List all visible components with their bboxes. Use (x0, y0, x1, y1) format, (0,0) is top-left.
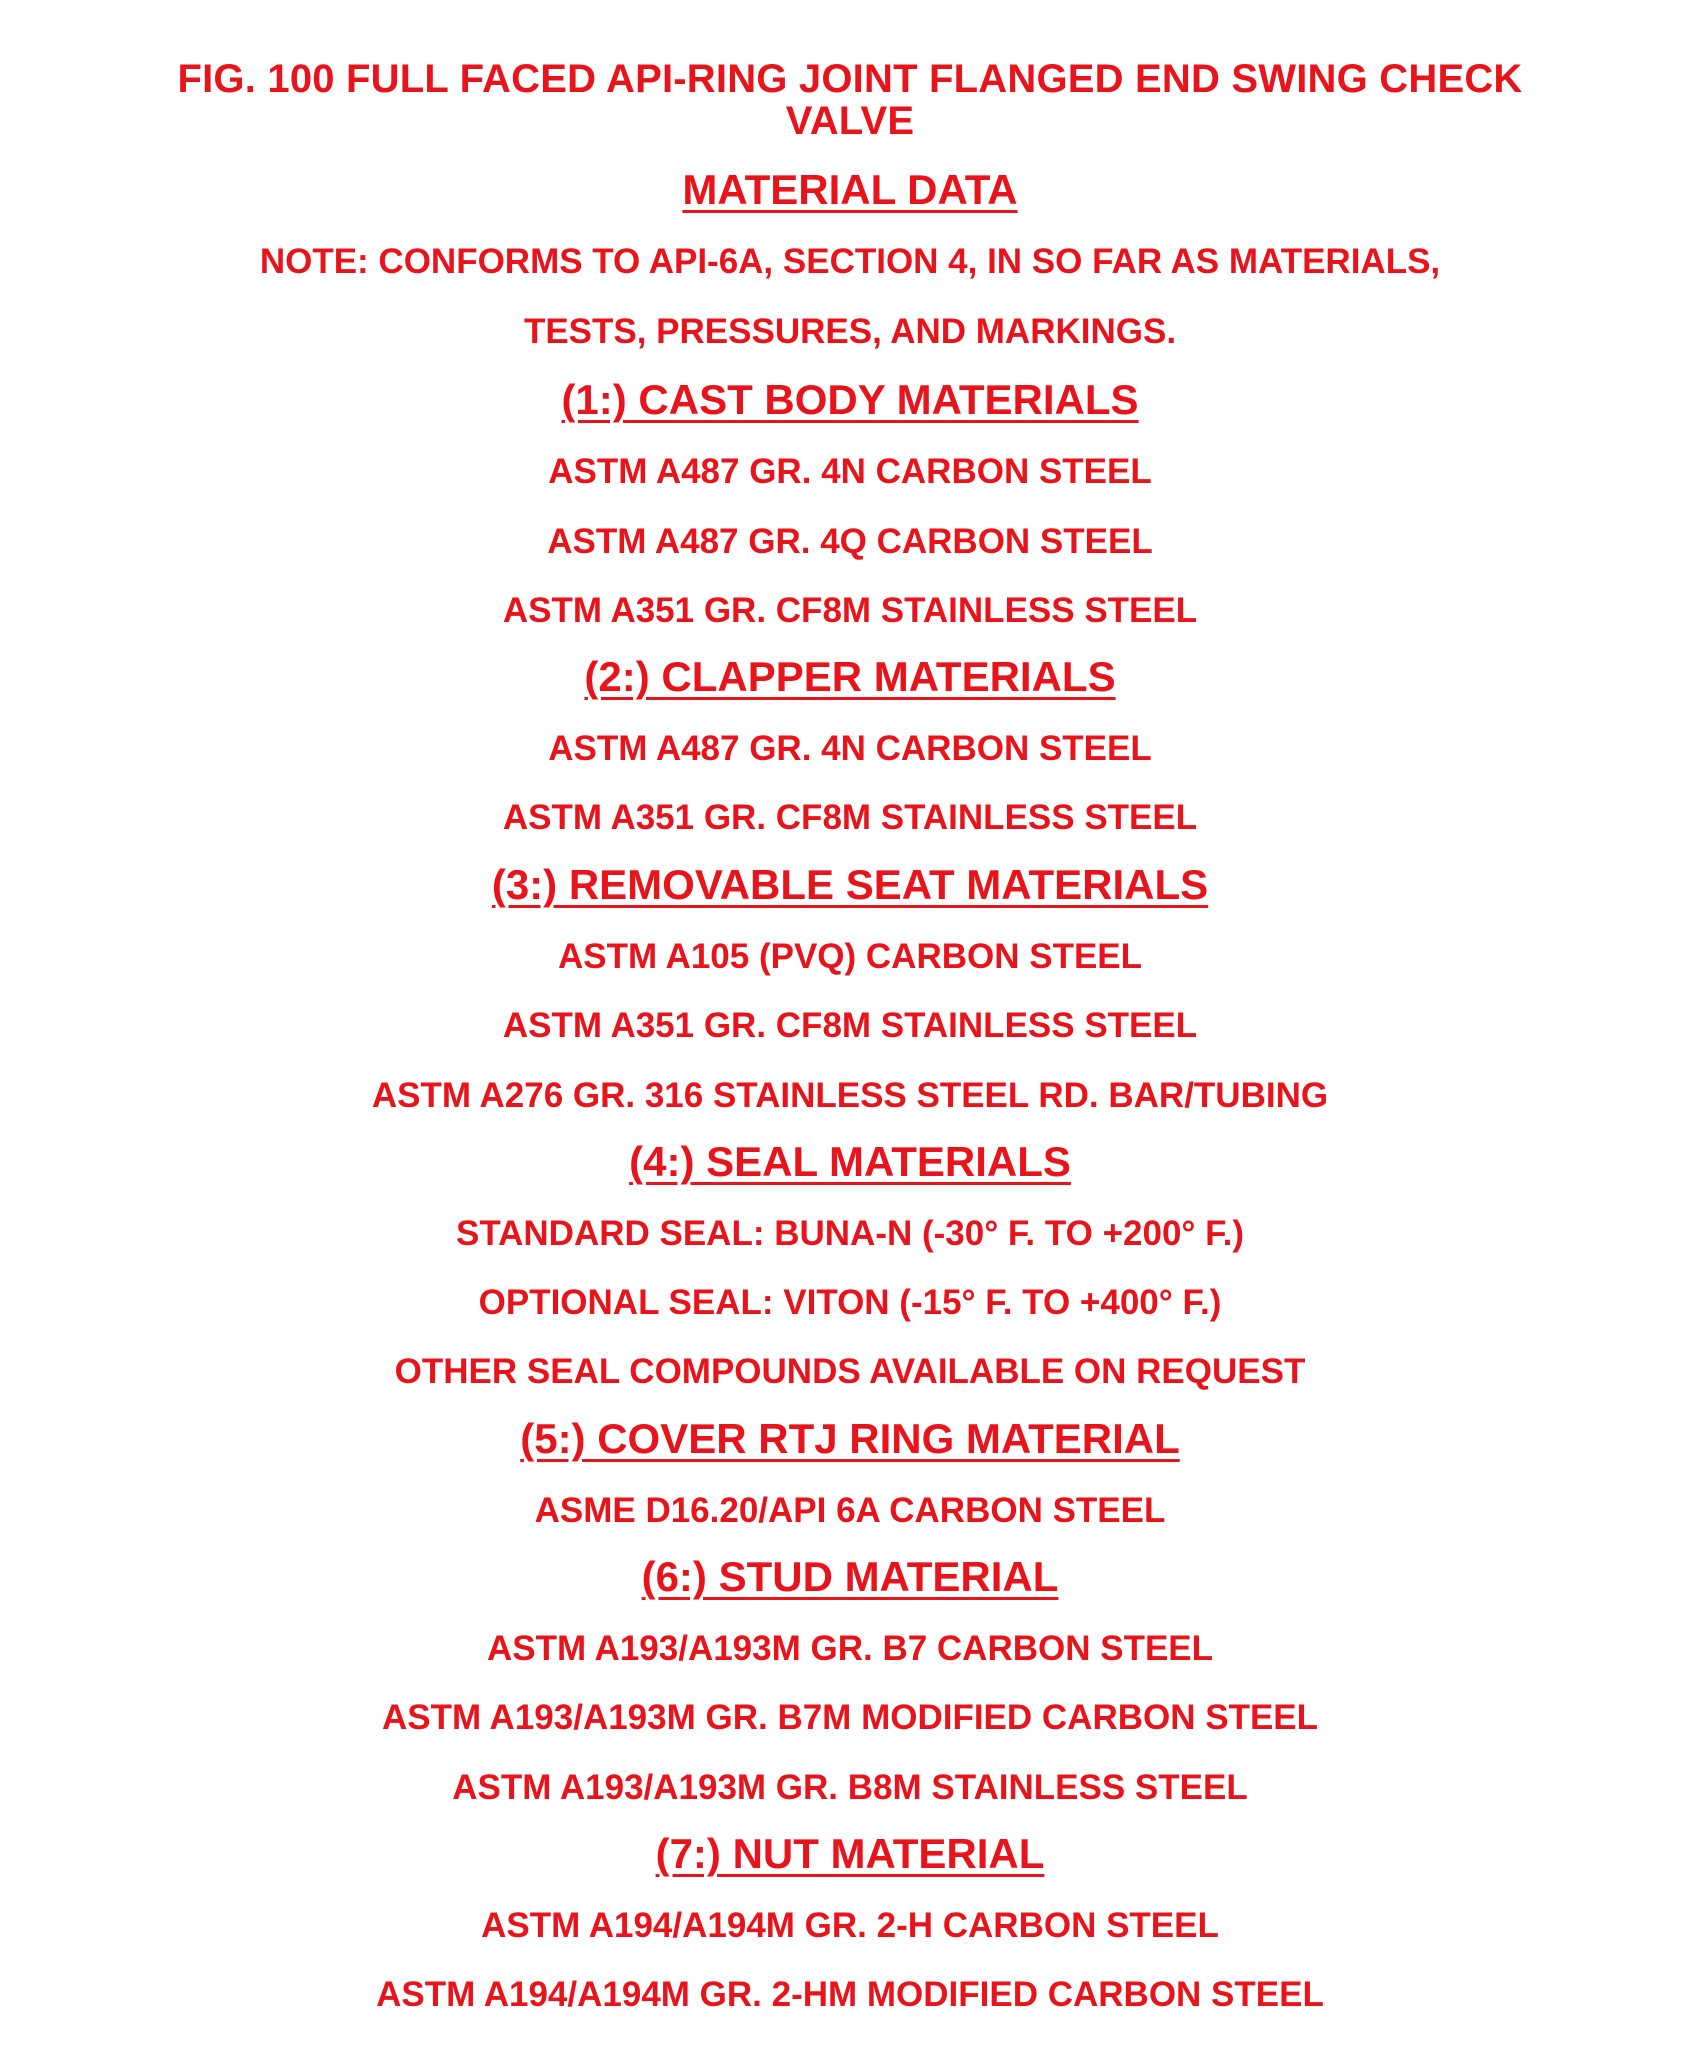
section-heading-clapper: (2:) CLAPPER MATERIALS (584, 653, 1116, 700)
section-heading-cover-rtj-ring: (5:) COVER RTJ RING MATERIAL (520, 1415, 1180, 1462)
section-heading-cast-body: (1:) CAST BODY MATERIALS (561, 376, 1139, 423)
note-line-1: NOTE: CONFORMS TO API-6A, SECTION 4, IN SO FAR AS MATERIALS, (259, 242, 1441, 281)
note-line-2: TESTS, PRESSURES, AND MARKINGS. (523, 312, 1177, 351)
list-item: ASTM A193/A193M GR. B7 CARBON STEEL (486, 1629, 1214, 1668)
section-heading-nut: (7:) NUT MATERIAL (655, 1830, 1045, 1877)
section-heading-removable-seat: (3:) REMOVABLE SEAT MATERIALS (491, 861, 1209, 908)
list-item: ASTM A193/A193M GR. B8M STAINLESS STEEL (452, 1768, 1248, 1807)
list-item: OPTIONAL SEAL: VITON (-15° F. TO +400° F.) (478, 1283, 1222, 1322)
list-item: ASTM A193/A193M GR. B7M MODIFIED CARBON STEEL (381, 1698, 1319, 1737)
subtitle-material-data: MATERIAL DATA (682, 166, 1018, 213)
document-title: FIG. 100 FULL FACED API-RING JOINT FLANGED END SWING CHECK VALVE (177, 57, 1523, 143)
list-item: STANDARD SEAL: BUNA-N (-30° F. TO +200° F.) (455, 1214, 1245, 1253)
section-heading-seal: (4:) SEAL MATERIALS (629, 1138, 1071, 1185)
list-item: ASTM A487 GR. 4N CARBON STEEL (548, 452, 1152, 491)
list-item: ASTM A194/A194M GR. 2-HM MODIFIED CARBON STEEL (376, 1975, 1324, 2014)
list-item: ASTM A105 (PVQ) CARBON STEEL (557, 937, 1143, 976)
list-item: ASME D16.20/API 6A CARBON STEEL (534, 1491, 1166, 1530)
section-heading-stud: (6:) STUD MATERIAL (641, 1553, 1059, 1600)
list-item: ASTM A351 GR. CF8M STAINLESS STEEL (502, 591, 1198, 630)
list-item: ASTM A276 GR. 316 STAINLESS STEEL RD. BAR/TUBING (371, 1076, 1329, 1115)
list-item: ASTM A351 GR. CF8M STAINLESS STEEL (502, 1006, 1198, 1045)
list-item: ASTM A351 GR. CF8M STAINLESS STEEL (502, 798, 1198, 837)
list-item: ASTM A194/A194M GR. 2-H CARBON STEEL (481, 1906, 1219, 1945)
list-item: OTHER SEAL COMPOUNDS AVAILABLE ON REQUEST (394, 1352, 1306, 1391)
list-item: ASTM A487 GR. 4Q CARBON STEEL (547, 522, 1153, 561)
list-item: ASTM A487 GR. 4N CARBON STEEL (548, 729, 1152, 768)
